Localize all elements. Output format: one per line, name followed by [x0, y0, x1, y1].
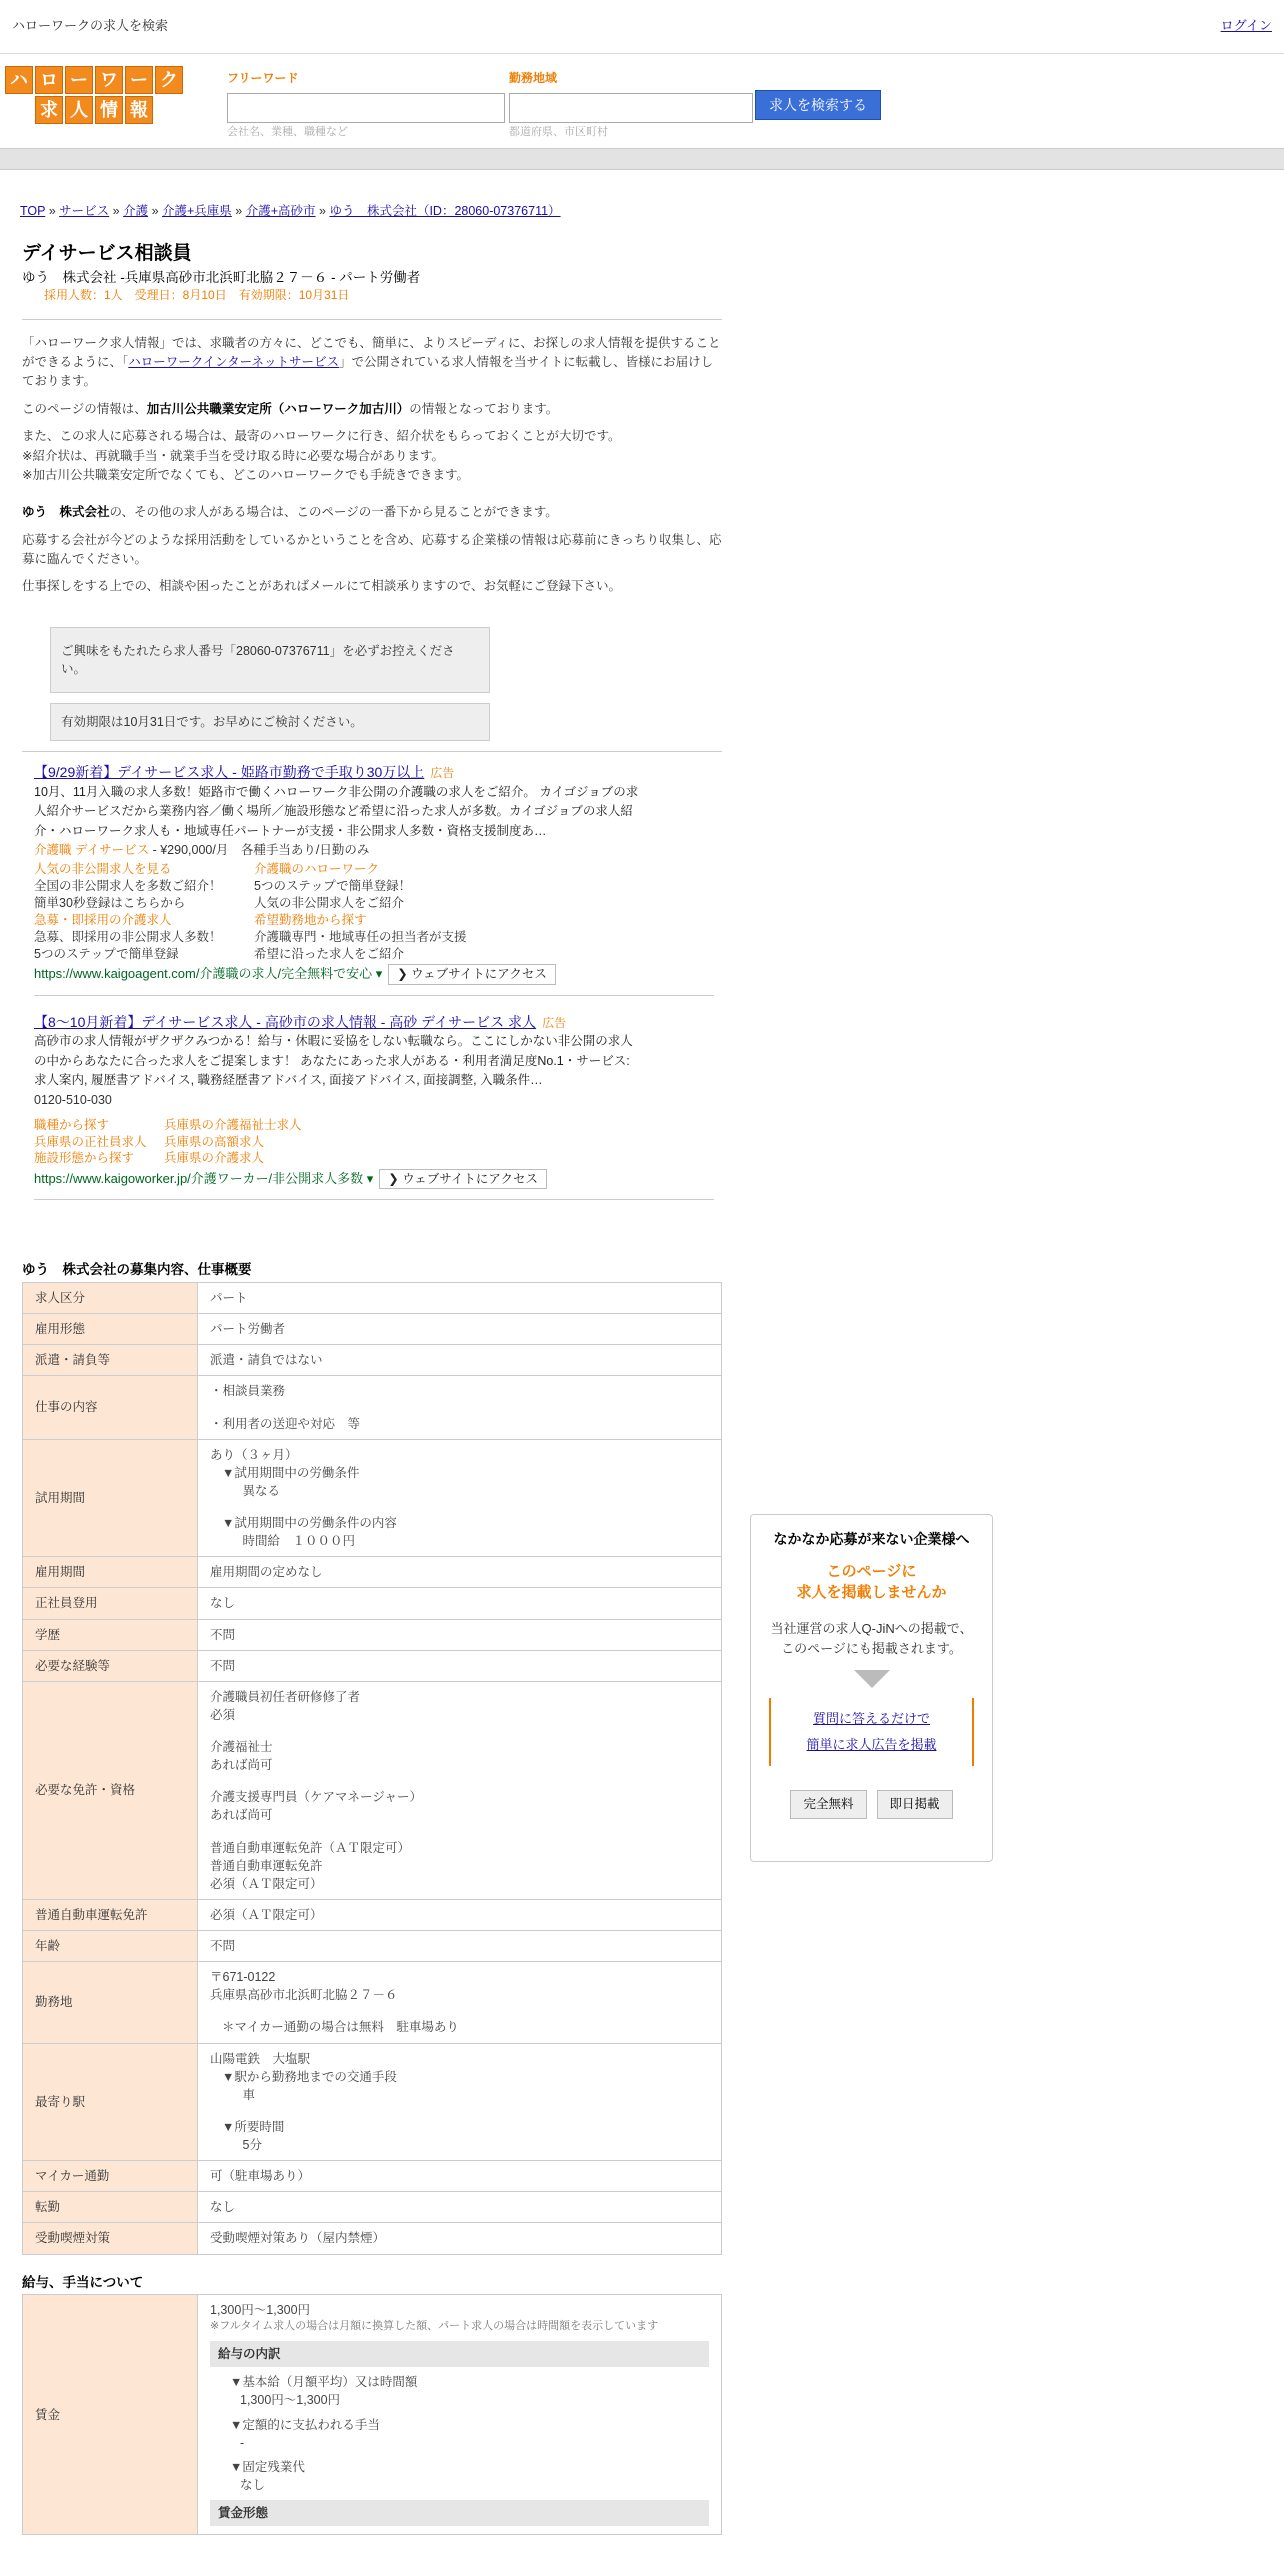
row-label: 普通自動車運転免許: [23, 1899, 198, 1930]
row-value-line: 受動喫煙対策あり（屋内禁煙）: [210, 2231, 386, 2246]
row-value: [198, 2192, 722, 2223]
row-value-line: [210, 1500, 709, 1514]
main: [0, 240, 1284, 2535]
row-value-line: なし: [210, 2200, 236, 2215]
table-row: [23, 2192, 722, 2223]
intro-p3: また、この求人に応募される場合は、最寄のハローワークに行き、紹介状をもらっておくことが大切です。 ※紹介状は、再就職手当・就業手当を受け取る時に必要な場合があります。 ※加古川公共職業安定所でなくても、どこのハローワークでも手続きできます。: [22, 429, 621, 482]
intro-p4: ゆう 株式会社の、その他の求人がある場合は、このページの一番下から見ることができます。: [22, 505, 558, 520]
row-value-line: ▼試用期間中の労働条件: [222, 1465, 360, 1480]
breadcrumb-care[interactable]: 介護: [123, 204, 149, 218]
logo-char: 情: [95, 96, 123, 124]
side-buttons: [759, 1790, 984, 1818]
ad-sitelink[interactable]: 介護職のハローワーク 5つのステップで簡単登録！ 人気の非公開求人をご紹介: [254, 862, 412, 910]
row-value-line: [210, 1401, 709, 1415]
breadcrumb-top[interactable]: TOP: [20, 204, 46, 218]
freeword-hint: 会社名、業種、職種など: [227, 126, 348, 139]
row-value-line: 不問: [210, 1658, 236, 1673]
ad-title-link[interactable]: 【8～10月新着】デイサービス求人 - 高砂市の求人情報 - 高砂 デイサービス 求人: [34, 1013, 537, 1030]
ad-sitelink[interactable]: 希望勤務地から探す 介護職専門・地域専任の担当者が支援 希望に沿った求人をご紹介: [254, 912, 467, 961]
row-value: [198, 1345, 722, 1376]
row-value-line: 5分: [230, 2138, 262, 2152]
logo-char: ワ: [95, 66, 123, 94]
area-input[interactable]: [509, 93, 753, 123]
side-heading: なかなか応募が来ない企業様へ: [773, 1531, 970, 1548]
row-value-line: [210, 1724, 709, 1738]
row-value-line: ＊マイカー通勤の場合は無料 駐車場あり: [222, 2020, 459, 2035]
row-value-line: パート: [210, 1291, 248, 1305]
row-value-line: 介護職員初任者研修修了者: [210, 1689, 361, 1704]
row-value-line: [210, 1774, 709, 1788]
row-value: [198, 1681, 722, 1899]
table-row: [23, 1650, 722, 1681]
row-value-line: 普通自動車運転免許（ＡＴ限定可）: [210, 1840, 411, 1855]
row-label: 必要な免許・資格: [23, 1681, 198, 1899]
ad-sitelink[interactable]: 急募・即採用の介護求人 急募、即採用の非公開求人多数！ 5つのステップで簡単登録: [34, 912, 222, 961]
row-value-line: あれば尚可: [210, 1758, 273, 1773]
details-table: [22, 1282, 722, 2255]
row-value-line: 派遣・請負ではない: [210, 1353, 323, 1368]
row-value: [198, 1283, 722, 1314]
area-label: 勤務地域: [509, 71, 558, 85]
row-label: 派遣・請負等: [23, 1345, 198, 1376]
logo[interactable]: [5, 66, 183, 146]
table-row: [23, 2043, 722, 2161]
row-value: [198, 1899, 722, 1930]
row-value-line: ・相談員業務: [210, 1384, 286, 1399]
row-label: 年齢: [23, 1931, 198, 1962]
row-value-line: ・利用者の送迎や対応 等: [210, 1416, 361, 1431]
side-links: [769, 1698, 974, 1766]
intro: [22, 334, 722, 597]
divider: [22, 319, 722, 320]
gray-band: [0, 148, 1284, 170]
row-value-line: [210, 2004, 709, 2018]
intro-p5: 応募する会社が今どのような採用活動をしているかということを含め、応募する企業様の情報は応募前にきっちり収集し、応募に臨んでください。: [22, 532, 722, 566]
row-label: 転勤: [23, 2192, 198, 2223]
row-label: マイカー通勤: [23, 2161, 198, 2192]
row-value-line: 異なる: [230, 1483, 281, 1498]
row-value: 1,300円〜1,300円 ※フルタイム求人の場合は月額に換算した額、パート求人の場合は時間額を表示しています 給与の内訳 ▼基本給（月額平均）又は時間額 1,300円〜1,300円 ▼定額的に支払われる手当 - ▼固定残業代 なし 賃金形態: [198, 2295, 722, 2535]
side-pitch: このページに 求人を掲載しませんか: [796, 1563, 947, 1602]
row-value: [198, 2161, 722, 2192]
side-text: 当社運営の求人Q-JiNへの掲載で、 このページにも掲載されます。: [770, 1621, 973, 1656]
row-value-line: 可（駐車場あり）: [210, 2169, 311, 2184]
row-label: 必要な経験等: [23, 1650, 198, 1681]
table-row: [23, 1619, 722, 1650]
area-hint: 都道府県、市区町村: [509, 126, 608, 139]
row-value-line: ▼駅から勤務地までの交通手段: [222, 2069, 397, 2084]
freeword-label: フリーワード: [227, 71, 299, 85]
row-value-line: ▼所要時間: [222, 2119, 285, 2134]
row-value-line: なし: [210, 1596, 236, 1611]
table-row: [23, 2161, 722, 2192]
ad-block: [34, 1002, 714, 1201]
table-row: [23, 1557, 722, 1588]
intro-p2: このページの情報は、加古川公共職業安定所（ハローワーク加古川）の情報となっております。: [22, 401, 559, 416]
breadcrumb: TOP » サービス » 介護 » 介護+兵庫県 » 介護+高砂市 » ゆう 株式会社（ID：28060-07376711）: [20, 204, 561, 218]
breadcrumb-care-takasago[interactable]: 介護+高砂市: [245, 204, 316, 218]
row-label: 試用期間: [23, 1439, 198, 1557]
row-value-line: 山陽電鉄 大塩駅: [210, 2051, 311, 2066]
row-value-line: 兵庫県高砂市北浜町北脇２７－６: [210, 1988, 398, 2003]
down-arrow-icon: [854, 1670, 890, 1688]
row-label: 正社員登用: [23, 1588, 198, 1619]
wage-table: [22, 2294, 722, 2535]
row-value: [198, 1931, 722, 1962]
side-link[interactable]: 簡単に求人広告を掲載: [806, 1737, 937, 1753]
row-label: 受動喫煙対策: [23, 2223, 198, 2254]
table-row: [23, 1345, 722, 1376]
advertise-sidebar: [750, 1514, 993, 1862]
ad-sitelinks: [34, 1117, 714, 1168]
row-value-line: 車: [230, 2087, 256, 2102]
logo-char: 報: [125, 96, 153, 124]
row-value-line: 必須（ＡＴ限定可）: [210, 1876, 323, 1891]
logo-char: ロ: [35, 66, 63, 94]
row-label: 求人区分: [23, 1283, 198, 1314]
row-value-line: [210, 2104, 709, 2118]
row-value: [198, 1314, 722, 1345]
header: [0, 54, 1284, 146]
ad-tag: 広告: [542, 1015, 567, 1030]
ad-sitelink[interactable]: 兵庫県の高額求人: [164, 1134, 265, 1149]
left-column: [22, 240, 722, 2535]
ad-url[interactable]: https://www.kaigoworker.jp/介護ワーカー/非公開求人多数 ▾ ❯ ウェブサイトにアクセス: [34, 1169, 714, 1189]
ad-sitelink[interactable]: 兵庫県の介護福祉士求人: [164, 1117, 302, 1132]
row-value: [198, 2223, 722, 2254]
logo-char: 人: [65, 96, 93, 124]
intro-p6: 仕事探しをする上での、相談や困ったことがあればメールにて相談承りますので、お気軽にご登録下さい。: [22, 579, 622, 594]
row-value-line: 不問: [210, 1939, 236, 1953]
ad-sitelink[interactable]: 兵庫県の介護求人: [164, 1151, 265, 1166]
row-value: [198, 1619, 722, 1650]
table-row: [23, 2223, 722, 2254]
row-value: [198, 1962, 722, 2043]
table-row: [23, 1314, 722, 1345]
ad-sub: 介護職 デイサービス - ¥290,000/月 各種手当あり/日勤のみ: [34, 843, 370, 858]
row-label: 賃金: [23, 2295, 198, 2535]
row-value-line: ▼試用期間中の労働条件の内容: [222, 1516, 397, 1530]
logo-char: 求: [35, 96, 63, 124]
row-value-line: 必須（ＡＴ限定可）: [210, 1907, 323, 1922]
table-row: [23, 1931, 722, 1962]
notice-box: 有効期限は10月31日です。お早めにご検討ください。: [50, 703, 490, 741]
row-value-line: 介護支援専門員（ケアマネージャー）: [210, 1790, 423, 1805]
freeword-input[interactable]: [227, 93, 505, 123]
row-label: 仕事の内容: [23, 1376, 198, 1439]
breadcrumb-company[interactable]: ゆう 株式会社（ID：28060-07376711）: [329, 204, 561, 218]
freeword-group: [227, 70, 505, 146]
top-bar: [0, 0, 1284, 54]
row-value-line: 普通自動車運転免許: [210, 1858, 323, 1873]
visit-site-button[interactable]: ❯ ウェブサイトにアクセス: [388, 964, 556, 984]
same-day-button[interactable]: 即日掲載: [877, 1790, 953, 1818]
row-label: 雇用形態: [23, 1314, 198, 1345]
row-value: [198, 1588, 722, 1619]
area-group: [509, 70, 753, 146]
ad-sitelink[interactable]: 兵庫県の正社員求人: [34, 1134, 147, 1149]
row-value: [198, 1650, 722, 1681]
row-label: 勤務地: [23, 1962, 198, 2043]
company-line: ゆう 株式会社 -兵庫県高砂市北浜町北脇２７－６ - パート労働者: [22, 269, 421, 285]
row-label: 最寄り駅: [23, 2043, 198, 2161]
ad-block: [34, 752, 714, 995]
row-label: 雇用期間: [23, 1557, 198, 1588]
logo-char: ー: [125, 66, 153, 94]
row-value: [198, 2043, 722, 2161]
row-value: [198, 1439, 722, 1557]
ad-sitelink[interactable]: 施設形態から探す: [34, 1151, 135, 1166]
table-row: [23, 1439, 722, 1557]
visit-site-button[interactable]: ❯ ウェブサイトにアクセス: [379, 1169, 547, 1189]
row-value-line: 介護福祉士: [210, 1740, 273, 1754]
row-label: 学歴: [23, 1619, 198, 1650]
login-link[interactable]: ログイン: [1220, 18, 1272, 34]
table-row: [23, 1283, 722, 1314]
row-value: [198, 1557, 722, 1588]
breadcrumb-care-hyogo[interactable]: 介護+兵庫県: [162, 204, 232, 218]
job-meta: 採用人数：1人 受理日：8月10日 有効期限：10月31日: [44, 288, 350, 303]
ad-title-link[interactable]: 【9/29新着】デイサービス求人 - 姫路市勤務で手取り30万以上: [34, 764, 425, 781]
row-value-line: [210, 1825, 709, 1839]
logo-char: ク: [155, 66, 183, 94]
job-title: デイサービス相談員: [22, 243, 192, 265]
table-row: [23, 1376, 722, 1439]
table-row: [23, 2295, 722, 2535]
ad-tag: 広告: [430, 766, 455, 781]
free-button[interactable]: 完全無料: [790, 1790, 866, 1818]
ad-sitelinks: [34, 861, 714, 962]
row-value: [198, 1376, 722, 1439]
intro-p1: 「ハローワーク求人情報」では、求職者の方々に、どこでも、簡単に、よりスピーディに、お探しの求人情報を提供することができるように、「ハローワークインターネットサービス」で公開されている求人情報を当サイトに転載し、皆様にお届けしております。: [22, 335, 721, 389]
search-button[interactable]: 求人を検索する: [755, 90, 881, 120]
hellowork-link[interactable]: ハローワークインターネットサービス: [128, 355, 340, 369]
ad-phone[interactable]: 0120-510-030: [34, 1092, 112, 1107]
site-title: ハローワークの求人を検索: [12, 18, 169, 34]
row-value-line: あれば尚可: [210, 1808, 273, 1823]
wage-heading: 給与、手当について: [22, 2274, 144, 2290]
ad-desc: 10月、11月入職の求人多数！姫路市で働くハローワーク非公開の介護職の求人をご紹介。 カイゴジョブの求人紹介サービスだから業務内容／働く場所／施設形態など希望に沿った求人が多数。カイゴジョブの求人紹介・ハローワーク求人も・地域専任パートナーが支援・非公開求人多数・資格支援制度あ…: [34, 784, 639, 838]
row-value-line: 雇用期間の定めなし: [210, 1565, 323, 1580]
table-row: [23, 1588, 722, 1619]
details-heading: ゆう 株式会社の募集内容、仕事概要: [22, 1262, 252, 1278]
logo-char: ハ: [5, 66, 33, 94]
notice-box: ご興味をもたれたら求人番号「28060-07376711」を必ずお控えください。: [50, 627, 490, 693]
table-row: [23, 1962, 722, 2043]
row-value-line: パート労働者: [210, 1322, 286, 1337]
breadcrumb-service[interactable]: サービス: [59, 204, 110, 218]
table-row: [23, 1899, 722, 1930]
logo-char: ー: [65, 66, 93, 94]
side-link[interactable]: 質問に答えるだけで: [812, 1711, 930, 1727]
row-value-line: 不問: [210, 1627, 236, 1642]
ad-url[interactable]: https://www.kaigoagent.com/介護職の求人/完全無料で安心 ▾ ❯ ウェブサイトにアクセス: [34, 964, 714, 984]
row-value-line: 〒671-0122: [210, 1970, 276, 1985]
table-row: [23, 1681, 722, 1899]
ad-desc: 高砂市の求人情報がザクザクみつかる！給与・休暇に妥協をしない転職なら。ここにしかない非公開の求人の中からあなたに合った求人をご提案します！ あなたにあった求人がある・利用者満足度No.1・サービス: 求人案内, 履歴書アドバイス, 職務経歴書アドバイス, 面接アドバイス, 面接調整, 入職条件…: [34, 1034, 633, 1088]
ad-sitelink[interactable]: 人気の非公開求人を見る 全国の非公開求人を多数ご紹介！ 簡単30秒登録はこちらから: [34, 862, 222, 910]
row-value-line: あり（３ヶ月）: [210, 1447, 298, 1462]
ad-sitelink[interactable]: 職種から探す: [34, 1117, 110, 1132]
row-value-line: 時間給 １０００円: [230, 1534, 356, 1549]
row-value-line: 必須: [210, 1707, 236, 1722]
